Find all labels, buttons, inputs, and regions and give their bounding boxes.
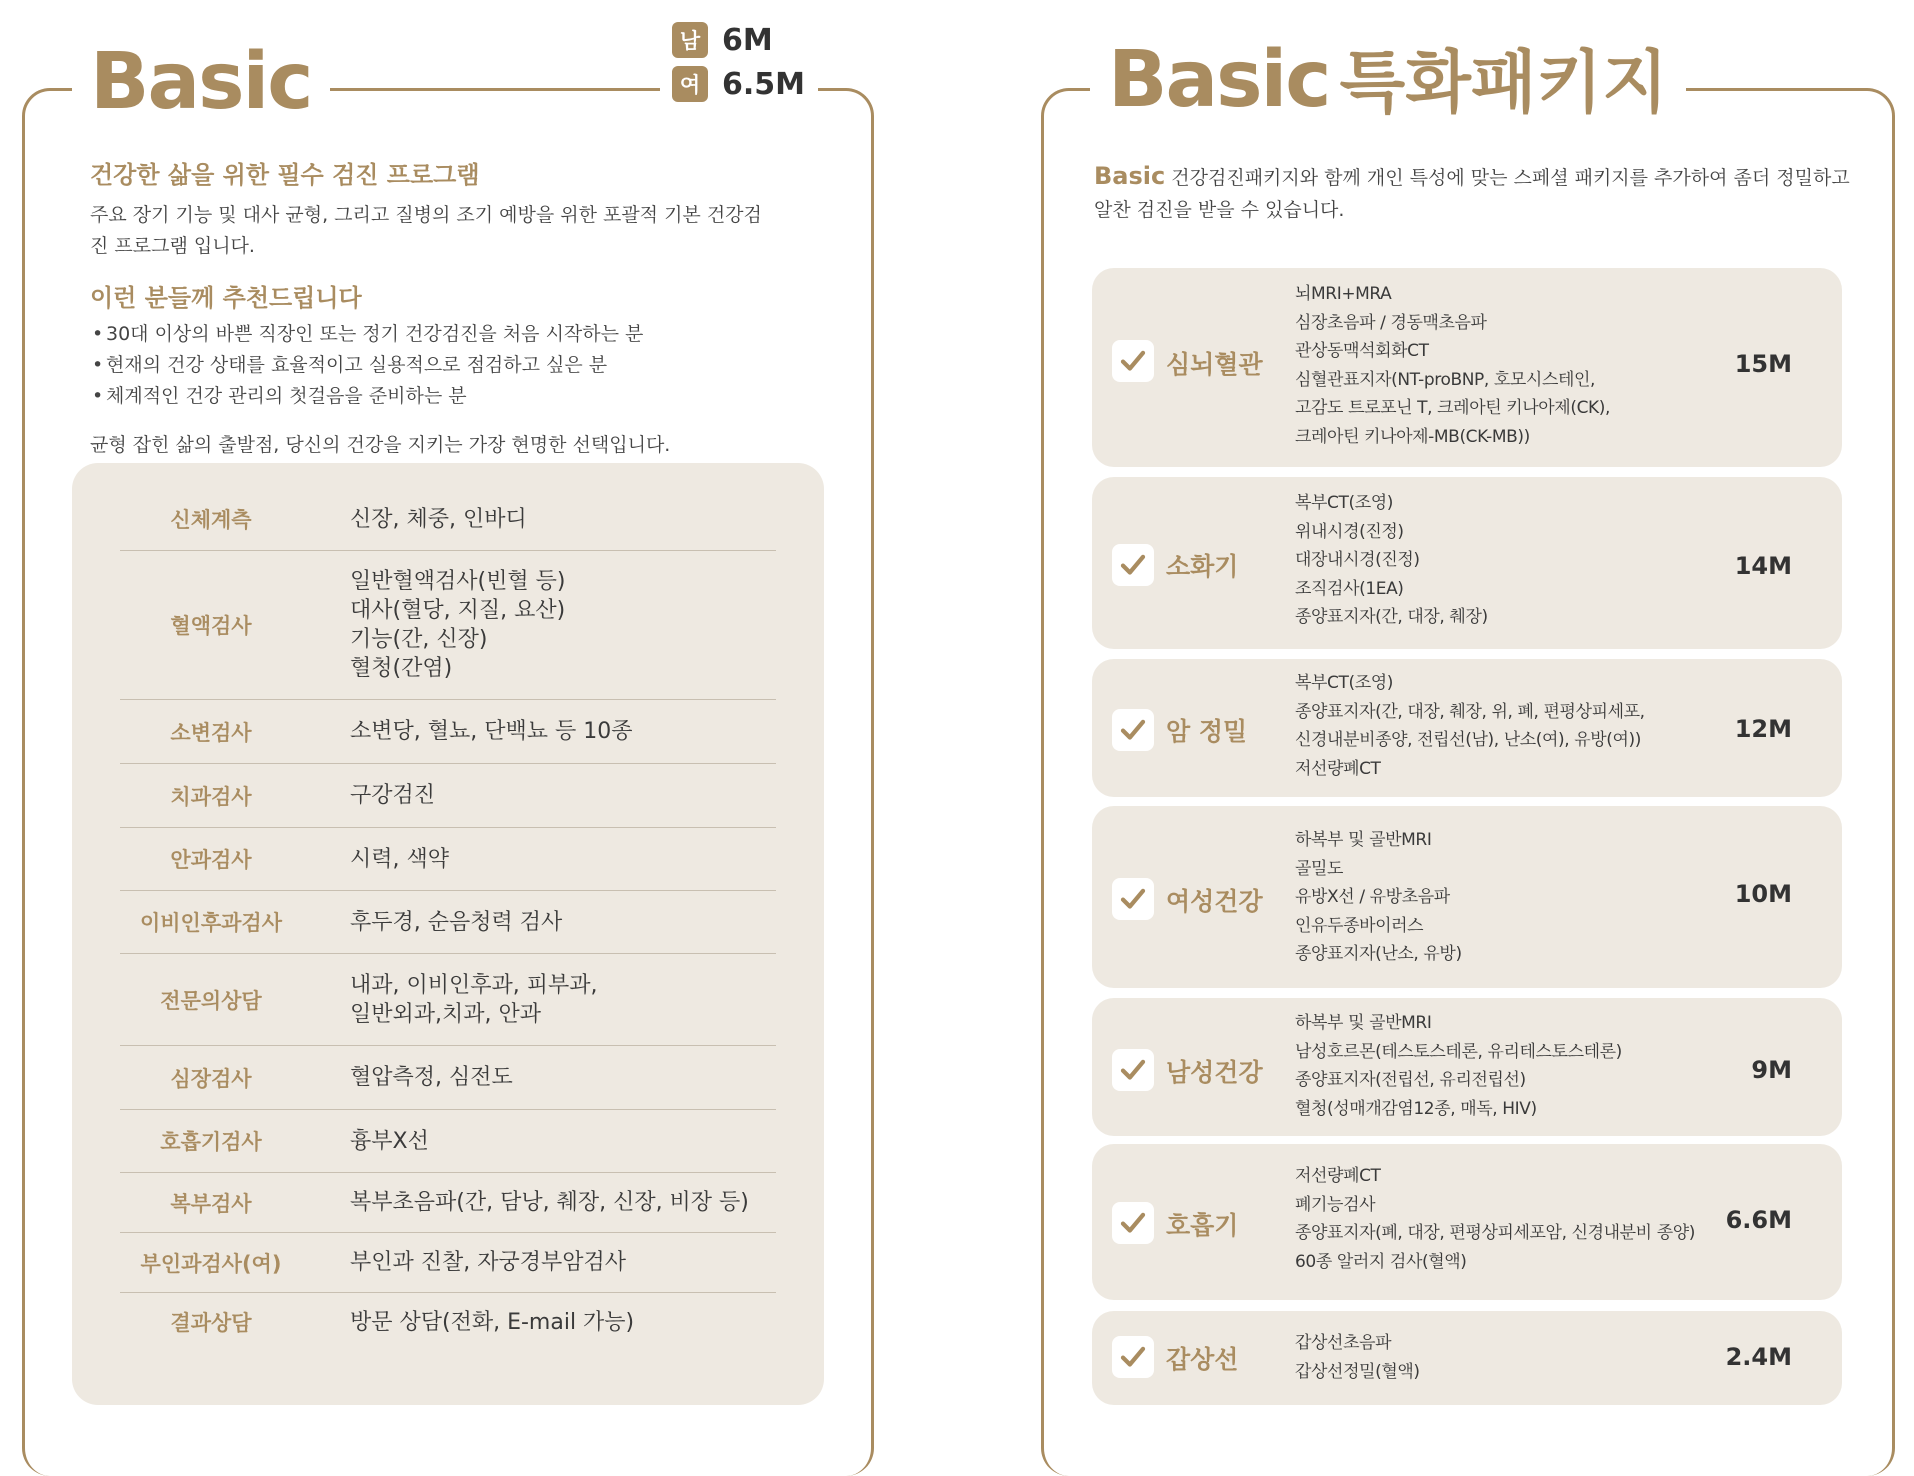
exam-label: 부인과검사(여)	[140, 1251, 282, 1276]
recommend-item: • 현재의 건강 상태를 효율적이고 실용적으로 점검하고 싶은 분	[90, 350, 790, 381]
exam-label: 신체계측	[170, 508, 252, 532]
check-icon	[1112, 544, 1154, 586]
package-price: 2.4M	[1725, 1343, 1792, 1371]
package-item: 폐기능검사	[1295, 1194, 1376, 1215]
exam-row	[120, 551, 776, 700]
special-title-main: Basic	[1108, 35, 1330, 125]
exam-value: 혈압측정, 심전도	[350, 1065, 513, 1090]
package-item: 복부CT(조영)	[1295, 673, 1394, 693]
package-item: 고감도 트로포닌 T, 크레아틴 키나아제(CK),	[1295, 398, 1611, 418]
package-item: 관상동맥석회화CT	[1295, 341, 1429, 361]
check-icon	[1112, 709, 1154, 751]
exam-label: 심장검사	[170, 1066, 252, 1091]
package-items	[1295, 1329, 1420, 1386]
package-item: 골밀도	[1295, 858, 1344, 879]
package-items	[1295, 1009, 1622, 1123]
package-name: 호흡기	[1166, 1211, 1239, 1240]
exam-row	[120, 1173, 776, 1233]
exam-value: 시력, 색약	[350, 846, 449, 872]
check-icon	[1112, 1336, 1154, 1378]
recommend-list	[90, 319, 790, 412]
package-items	[1295, 280, 1610, 451]
basic-closing: 균형 잡힌 삶의 출발점, 당신의 건강을 지키는 가장 현명한 선택입니다.	[90, 434, 671, 456]
package-item: 혈청(성매개감염12종, 매독, HIV)	[1295, 1098, 1537, 1119]
package-item: 하복부 및 골반MRI	[1295, 830, 1432, 850]
package-price: 10M	[1734, 880, 1792, 908]
exam-row	[120, 1293, 776, 1351]
exam-table	[120, 488, 776, 1351]
exam-table-box	[72, 463, 824, 1405]
special-title-sub: 특화패키지	[1339, 44, 1668, 123]
package-item: 저선량폐CT	[1295, 758, 1381, 779]
price-row-male	[672, 18, 808, 62]
package-cardio	[1092, 268, 1842, 467]
package-name: 암 정밀	[1166, 717, 1248, 746]
package-item: 종양표지자(간, 대장, 췌장)	[1295, 607, 1488, 627]
exam-value: 신장, 체중, 인바디	[350, 506, 527, 532]
special-title	[1090, 30, 1686, 134]
package-digestive	[1092, 477, 1842, 649]
exam-label: 치과검사	[170, 784, 252, 809]
package-price: 12M	[1734, 715, 1792, 743]
package-item: 저선량폐CT	[1295, 1166, 1381, 1186]
exam-label: 소변검사	[170, 720, 252, 745]
special-desc-accent: Basic	[1094, 162, 1166, 190]
exam-value: 내과, 이비인후과, 피부과, 일반외과,치과, 안과	[350, 972, 598, 1027]
price-row-female	[672, 62, 808, 106]
package-item: 위내시경(진정)	[1295, 521, 1404, 542]
basic-price-badges	[660, 18, 818, 106]
exam-label: 안과검사	[170, 848, 252, 872]
package-item: 복부CT(조영)	[1295, 493, 1394, 513]
exam-value: 후두경, 순음청력 검사	[350, 909, 563, 935]
exam-label: 복부검사	[170, 1191, 252, 1216]
package-item: 갑상선초음파	[1295, 1333, 1392, 1353]
exam-value: 방문 상담(전화, E-mail 가능)	[350, 1309, 635, 1335]
check-icon	[1112, 878, 1154, 920]
package-items	[1295, 669, 1645, 783]
check-icon	[1112, 340, 1154, 382]
package-item: 종양표지자(간, 대장, 췌장, 위, 폐, 편평상피세포,	[1295, 701, 1645, 722]
package-items	[1295, 1162, 1695, 1276]
basic-title: Basic	[72, 32, 330, 132]
package-item: 대장내시경(진정)	[1295, 550, 1420, 570]
package-item: 남성호르몬(테스토스테론, 유리테스토스테론)	[1295, 1041, 1622, 1062]
package-name: 심뇌혈관	[1166, 350, 1263, 379]
exam-value: 복부초음파(간, 담낭, 췌장, 신장, 비장 등)	[350, 1190, 749, 1215]
package-item: 종양표지자(폐, 대장, 편평상피세포암, 신경내분비 종양)	[1295, 1223, 1695, 1243]
package-thyroid	[1092, 1311, 1842, 1405]
package-price: 6.6M	[1725, 1206, 1792, 1234]
gender-badge-female: 여	[672, 66, 708, 102]
basic-intro	[90, 155, 790, 461]
exam-value: 구강검진	[350, 783, 436, 808]
exam-value: 소변당, 혈뇨, 단백뇨 등 10종	[350, 719, 633, 744]
exam-value: 부인과 진찰, 자궁경부암검사	[350, 1250, 627, 1275]
exam-row	[120, 954, 776, 1046]
price-male: 6M	[722, 22, 773, 58]
recommend-item: • 30대 이상의 바쁜 직장인 또는 정기 건강검진을 처음 시작하는 분	[90, 319, 790, 350]
package-price: 15M	[1734, 350, 1792, 378]
recommend-title: 이런 분들께 추천드립니다	[90, 284, 362, 312]
exam-row	[120, 1046, 776, 1110]
package-item: 종양표지자(전립선, 유리전립선)	[1295, 1070, 1526, 1090]
exam-label: 결과상담	[170, 1311, 252, 1335]
package-item: 크레아틴 키나아제-MB(CK-MB))	[1295, 426, 1530, 447]
package-item: 60종 알러지 검사(혈액)	[1295, 1251, 1467, 1272]
package-item: 종양표지자(난소, 유방)	[1295, 944, 1462, 964]
exam-label: 혈액검사	[170, 614, 252, 638]
package-item: 하복부 및 골반MRI	[1295, 1013, 1432, 1033]
package-item: 인유두종바이러스	[1295, 915, 1424, 936]
exam-row	[120, 764, 776, 828]
package-name: 여성건강	[1166, 887, 1263, 916]
package-women	[1092, 806, 1842, 988]
basic-intro-text: 주요 장기 기능 및 대사 균형, 그리고 질병의 조기 예방을 위한 포괄적 기본 건강검진 프로그램 입니다.	[90, 204, 762, 257]
price-female: 6.5M	[722, 66, 805, 102]
package-name: 남성건강	[1166, 1058, 1263, 1087]
exam-value: 일반혈액검사(빈혈 등) 대사(혈당, 지질, 요산) 기능(간, 신장) 혈청(간염)	[350, 569, 566, 681]
package-item: 심혈관표지자(NT-proBNP, 호모시스테인,	[1295, 369, 1596, 390]
exam-row	[120, 1233, 776, 1293]
exam-value: 흉부X선	[350, 1128, 429, 1154]
package-price: 9M	[1751, 1056, 1792, 1084]
package-men	[1092, 998, 1842, 1136]
package-item: 유방X선 / 유방초음파	[1295, 887, 1450, 907]
package-items	[1295, 489, 1488, 632]
package-item: 심장초음파 / 경동맥초음파	[1295, 312, 1487, 333]
exam-label: 전문의상담	[160, 988, 262, 1013]
exam-row	[120, 1110, 776, 1173]
package-item: 뇌MRI+MRA	[1295, 284, 1392, 304]
package-price: 14M	[1734, 552, 1792, 580]
package-name: 갑상선	[1166, 1345, 1239, 1374]
special-desc-text: 건강검진패키지와 함께 개인 특성에 맞는 스페셜 패키지를 추가하여 좀더 정밀하고 알찬 검진을 받을 수 있습니다.	[1094, 167, 1850, 221]
special-description	[1094, 160, 1854, 226]
exam-row	[120, 891, 776, 954]
package-item: 갑상선정밀(혈액)	[1295, 1361, 1420, 1382]
package-cancer	[1092, 659, 1842, 797]
recommend-item: • 체계적인 건강 관리의 첫걸음을 준비하는 분	[90, 381, 790, 412]
exam-label: 이비인후과검사	[139, 911, 282, 935]
package-item: 신경내분비종양, 전립선(남), 난소(여), 유방(여))	[1295, 730, 1642, 750]
check-icon	[1112, 1049, 1154, 1091]
package-items	[1295, 826, 1462, 969]
exam-row	[120, 828, 776, 891]
exam-row	[120, 488, 776, 551]
package-respiratory	[1092, 1144, 1842, 1300]
gender-badge-male: 남	[672, 22, 708, 58]
package-name: 소화기	[1166, 552, 1239, 581]
package-item: 조직검사(1EA)	[1295, 578, 1404, 599]
check-icon	[1112, 1202, 1154, 1244]
exam-row	[120, 700, 776, 764]
basic-heading: 건강한 삶을 위한 필수 검진 프로그램	[90, 161, 480, 189]
exam-label: 호흡기검사	[160, 1130, 262, 1154]
